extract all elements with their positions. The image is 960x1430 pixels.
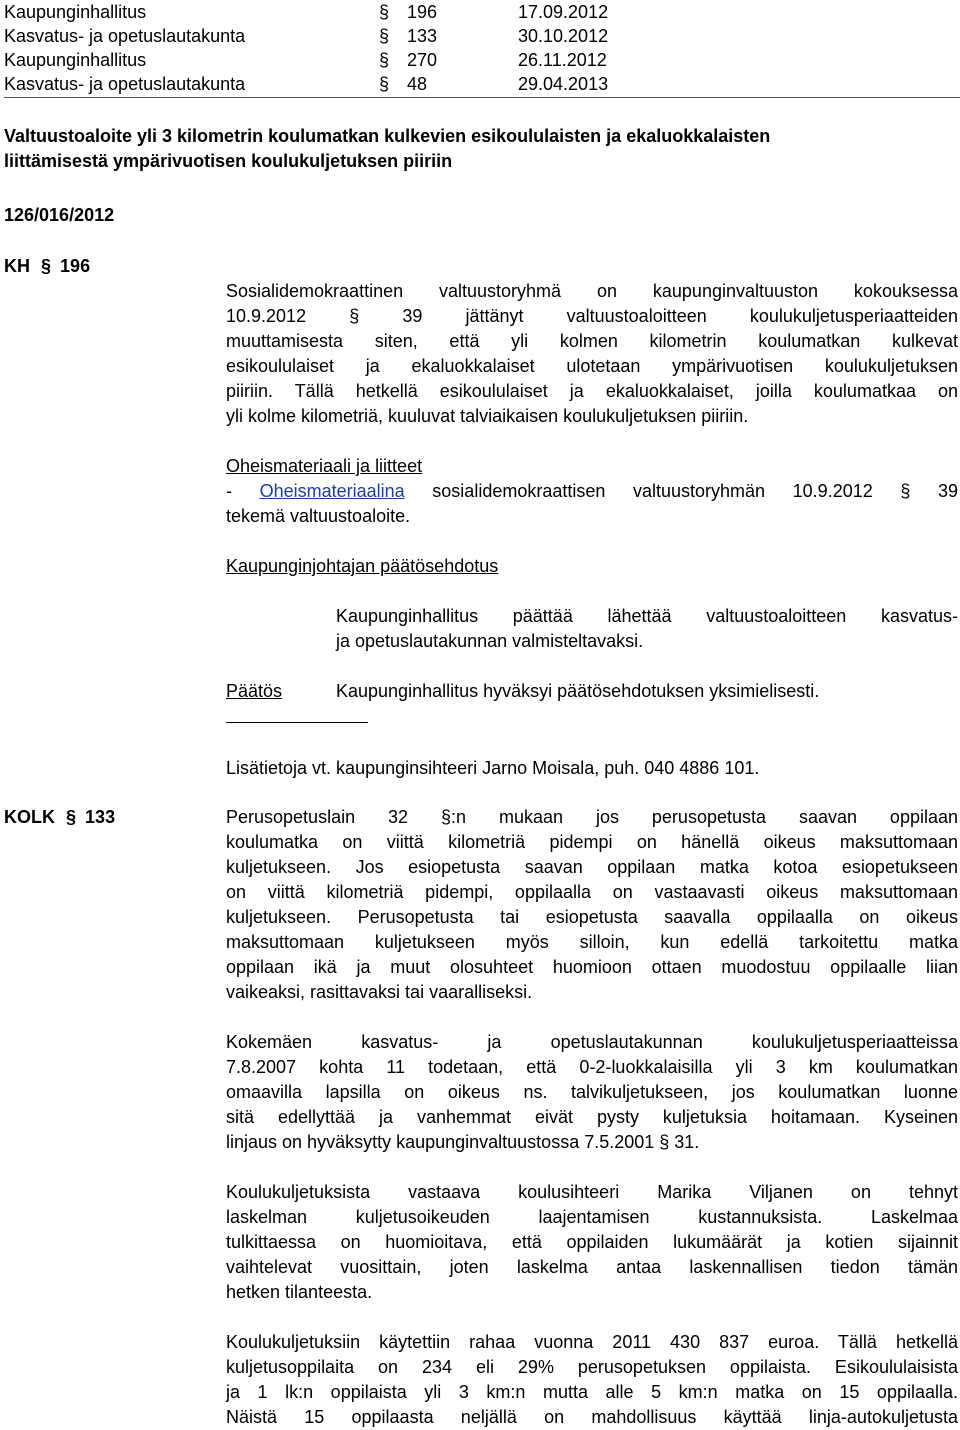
attachments-heading: Oheismateriaali ja liitteet [226, 456, 423, 476]
decision-text: Kaupunginhallitus hyväksyi päätösehdotuksen yksimielisesti. [336, 681, 820, 701]
paragraph-line: Kokemäen kasvatus- ja opetuslautakunnan koulukuljetusperiaatteissa [226, 1032, 958, 1052]
kolk-paragraph-1 [226, 805, 958, 1005]
section-sign: § [66, 807, 77, 827]
kolk-label [4, 805, 115, 830]
history-number: 133 [407, 26, 438, 46]
history-number: 48 [407, 74, 428, 94]
paragraph-line: koulumatka on viittä kilometriä pidempi on hänellä oikeus maksuttomaan [226, 832, 958, 852]
kolk-paragraph-2 [226, 1030, 958, 1155]
case-number: 126/016/2012 [4, 205, 115, 225]
kh-paragraph [226, 279, 958, 429]
history-date: 17.09.2012 [518, 2, 609, 22]
title-line: liittämisestä ympärivuotisen koulukuljetuksen piiriin [4, 151, 453, 171]
paragraph-line: vaihtelevat vuosittain, joten laskelma antaa laskennallisen tiedon tämän [226, 1257, 958, 1277]
document-title [4, 124, 954, 174]
attachment-dash: - [226, 481, 232, 501]
history-body: Kasvatus- ja opetuslautakunta [4, 74, 246, 94]
paragraph-line: tulkittaessa on huomioitava, että oppilaiden lukumäärät ja kotien sijainnit [226, 1232, 958, 1252]
contact-info: Lisätietoja vt. kaupunginsihteeri Jarno Moisala, puh. 040 4886 101. [226, 758, 760, 778]
paragraph-line: Näistä 15 oppilaasta neljällä on mahdollisuus käyttää linja-autokuljetusta [226, 1407, 958, 1427]
history-number: 270 [407, 50, 438, 70]
history-date: 29.04.2013 [518, 74, 609, 94]
paragraph-line: laskelman kuljetusoikeuden laajentamisen kustannuksista. Laskelmaa [226, 1207, 958, 1227]
paragraph-line: omaavilla lapsilla on oikeus ns. talvikuljetukseen, jos koulumatkan luonne [226, 1082, 958, 1102]
paragraph-line: linjaus on hyväksytty kaupunginvaltuustossa 7.5.2001 § 31. [226, 1132, 700, 1152]
attachment-item [226, 479, 958, 529]
section-sign: § [379, 2, 390, 22]
attachment-description: sosialidemokraattisen valtuustoryhmän 10.9.2012 § 39 [432, 481, 958, 501]
section-sign: § [379, 74, 390, 94]
history-row [4, 72, 704, 97]
attachment-link[interactable]: Oheismateriaalina [259, 481, 405, 501]
kh-number: 196 [60, 256, 91, 276]
attachment-line-2: tekemä valtuustoaloite. [226, 506, 411, 526]
paragraph-line: esikoululaiset ja ekaluokkalaiset ulotetaan ympärivuotisen koulukuljetuksen [226, 356, 958, 376]
kh-label [4, 254, 90, 279]
section-sign: § [41, 256, 52, 276]
paragraph-line: sitä edellyttää ja vanhemmat eivät pysty kuljetuksia hoitamaan. Kyseinen [226, 1107, 958, 1127]
history-body: Kaupunginhallitus [4, 2, 147, 22]
paragraph-line: Sosialidemokraattinen valtuustoryhmä on kaupunginvaltuuston kokouksessa [226, 281, 958, 301]
title-line: Valtuustoaloite yli 3 kilometrin koulumatkan kulkevien esikoululaisten ja ekaluokkalaisten [4, 126, 771, 146]
section-sign: § [379, 50, 390, 70]
attachment-line [226, 479, 958, 504]
paragraph-line: piiriin. Tällä hetkellä esikoululaiset ja ekaluokkalaiset, joilla koulumatkaa on [226, 381, 958, 401]
paragraph-line: 10.9.2012 § 39 jättänyt valtuustoaloitteen koulukuljetusperiaatteiden [226, 306, 958, 326]
kolk-number: 133 [85, 807, 116, 827]
paragraph-line: ja 1 lk:n oppilaista yli 3 km:n mutta alle 5 km:n matka on 15 oppilaalla. [226, 1382, 958, 1402]
paragraph-line: maksuttomaan kuljetukseen myös silloin, kun edellä tarkoitettu matka [226, 932, 958, 952]
paragraph-line: kuljetukseen. Perusopetusta tai esiopetusta saavalla oppilaalla on oikeus [226, 907, 958, 927]
header-divider [4, 97, 960, 98]
paragraph-line: Perusopetuslain 32 §:n mukaan jos perusopetusta saavan oppilaan [226, 807, 958, 827]
history-row [4, 48, 704, 73]
section-sign: § [379, 26, 390, 46]
kolk-paragraph-3 [226, 1180, 958, 1305]
kolk-label-text: KOLK [4, 807, 55, 827]
history-row [4, 24, 704, 49]
paragraph-line: hetken tilanteesta. [226, 1282, 373, 1302]
paragraph-line: on viittä kilometriä pidempi, oppilaalla on vastaavasti oikeus maksuttomaan [226, 882, 958, 902]
decision-underline [226, 722, 368, 723]
paragraph-line: kuljetusoppilaita on 234 eli 29% perusopetuksen oppilaista. Esikoululaisista [226, 1357, 958, 1377]
proposal-line: Kaupunginhallitus päättää lähettää valtuustoaloitteen kasvatus- [336, 606, 958, 626]
kolk-paragraph-4 [226, 1330, 958, 1430]
paragraph-line: kuljetukseen. Jos esiopetusta saavan oppilaan matka kotoa esiopetukseen [226, 857, 958, 877]
paragraph-line: oppilaan ikä ja muut olosuhteet huomioon ottaen muodostuu oppilaalle liian [226, 957, 958, 977]
decision-label: Päätös [226, 681, 283, 701]
paragraph-line: muuttamisesta siten, että yli kolmen kilometrin koulumatkan kulkevat [226, 331, 958, 351]
paragraph-line: Koulukuljetuksista vastaava koulusihteeri Marika Viljanen on tehnyt [226, 1182, 958, 1202]
proposal-heading: Kaupunginjohtajan päätösehdotus [226, 556, 499, 576]
kh-label-text: KH [4, 256, 30, 276]
proposal-line: ja opetuslautakunnan valmisteltavaksi. [336, 631, 644, 651]
paragraph-line: Koulukuljetuksiin käytettiin rahaa vuonna 2011 430 837 euroa. Tällä hetkellä [226, 1332, 958, 1352]
history-body: Kaupunginhallitus [4, 50, 147, 70]
history-number: 196 [407, 2, 438, 22]
paragraph-line: vaikeaksi, rasittavaksi tai vaaralliseksi. [226, 982, 533, 1002]
history-body: Kasvatus- ja opetuslautakunta [4, 26, 246, 46]
history-date: 30.10.2012 [518, 26, 609, 46]
paragraph-line: 7.8.2007 kohta 11 todetaan, että 0-2-luokkalaisilla yli 3 km koulumatkan [226, 1057, 958, 1077]
proposal-text [336, 604, 958, 654]
history-date: 26.11.2012 [518, 50, 607, 70]
history-row [4, 0, 704, 25]
paragraph-line: yli kolme kilometriä, kuuluvat talviaikaisen koulukuljetuksen piiriin. [226, 406, 749, 426]
